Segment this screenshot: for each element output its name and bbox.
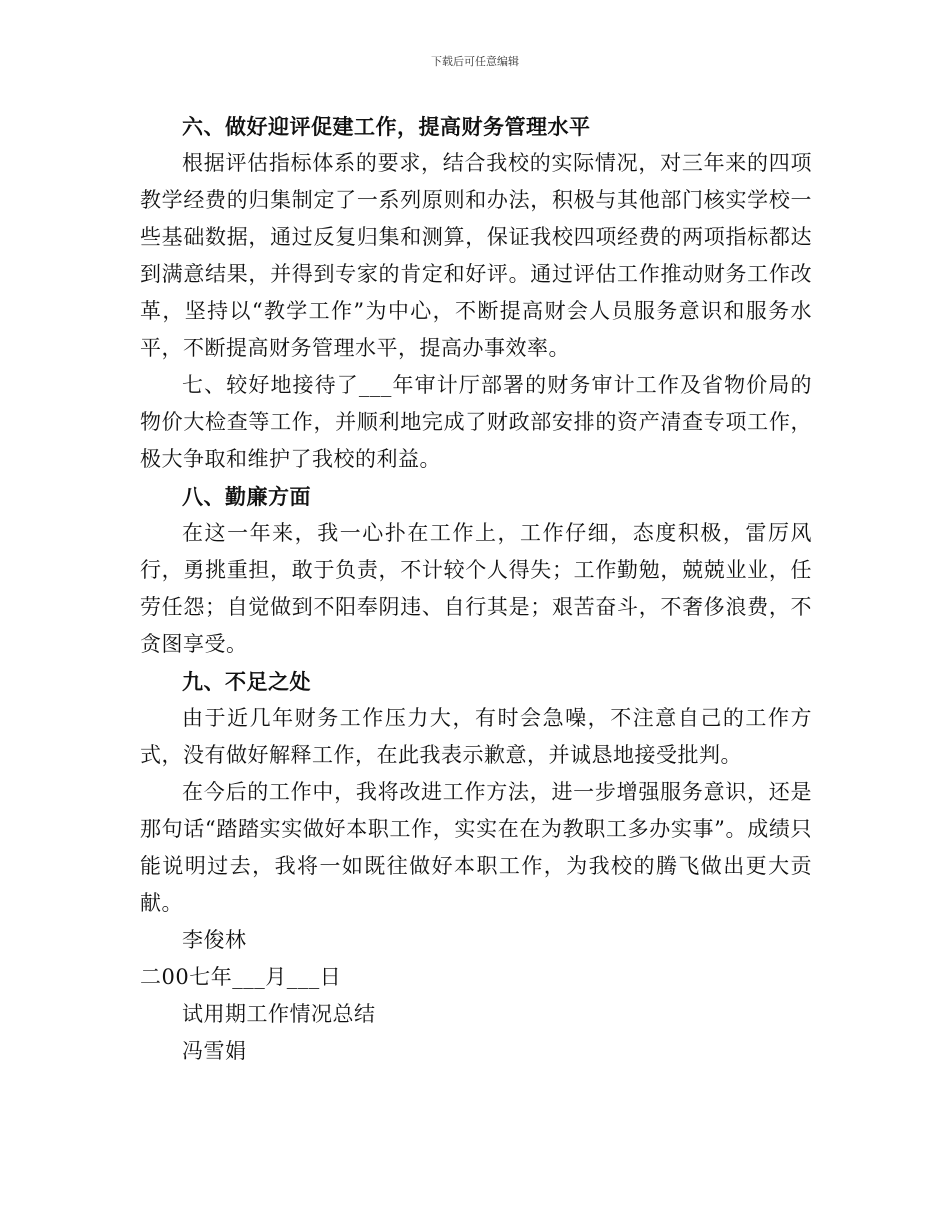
section-paragraph-8: 在这一年来，我一心扑在工作上，工作仔细，态度积极，雷厉风行，勇挑重担，敢于负责，不计较个人得失；工作勤勉，兢兢业业，任劳任怨；自觉做到不阳奉阴违、自行其是；艰苦奋斗，不奢侈浪费，不贪图享受。 xyxy=(140,521,812,656)
next-document-author: 冯雪娟 xyxy=(182,1039,247,1063)
section-paragraph-9b: 在今后的工作中，我将改进工作方法，进一步增强服务意识，还是那句话“踏踏实实做好本职工作，实实在在为教职工多办实事”。成绩只能说明过去，我将一如既往做好本职工作，为我校的腾飞做出更大贡献。 xyxy=(140,780,812,915)
section-heading-6: 六、做好迎评促建工作，提高财务管理水平 xyxy=(182,114,591,139)
signature: 李俊林 xyxy=(182,928,247,952)
section-paragraph-6: 根据评估指标体系的要求，结合我校的实际情况，对三年来的四项教学经费的归集制定了一系列原则和办法，积极与其他部门核实学校一些基础数据，通过反复归集和测算，保证我校四项经费的两项指标都达到满意结果，并得到专家的肯定和好评。通过评估工作推动财务工作改革，坚持以“教学工作”为中心，不断提高财会人员服务意识和服务水平，不断提高财务管理水平，提高办事效率。 xyxy=(140,151,812,360)
section-paragraph-9a: 由于近几年财务工作压力大，有时会急噪，不注意自己的工作方式，没有做好解释工作，在此我表示歉意，并诚恳地接受批判。 xyxy=(140,706,812,767)
page-header: 下载后可任意编辑 xyxy=(431,55,519,68)
next-document-title: 试用期工作情况总结 xyxy=(182,1002,376,1026)
section-heading-9: 九、不足之处 xyxy=(182,669,311,694)
signature-date: 二00七年___月___日 xyxy=(140,965,342,989)
document-body xyxy=(140,108,812,1070)
section-heading-8: 八、勤廉方面 xyxy=(182,484,311,509)
section-paragraph-7: 七、较好地接待了___年审计厅部署的财务审计工作及省物价局的物价大检查等工作，并顺利地完成了财政部安排的资产清查专项工作，极大争取和维护了我校的利益。 xyxy=(140,373,812,471)
